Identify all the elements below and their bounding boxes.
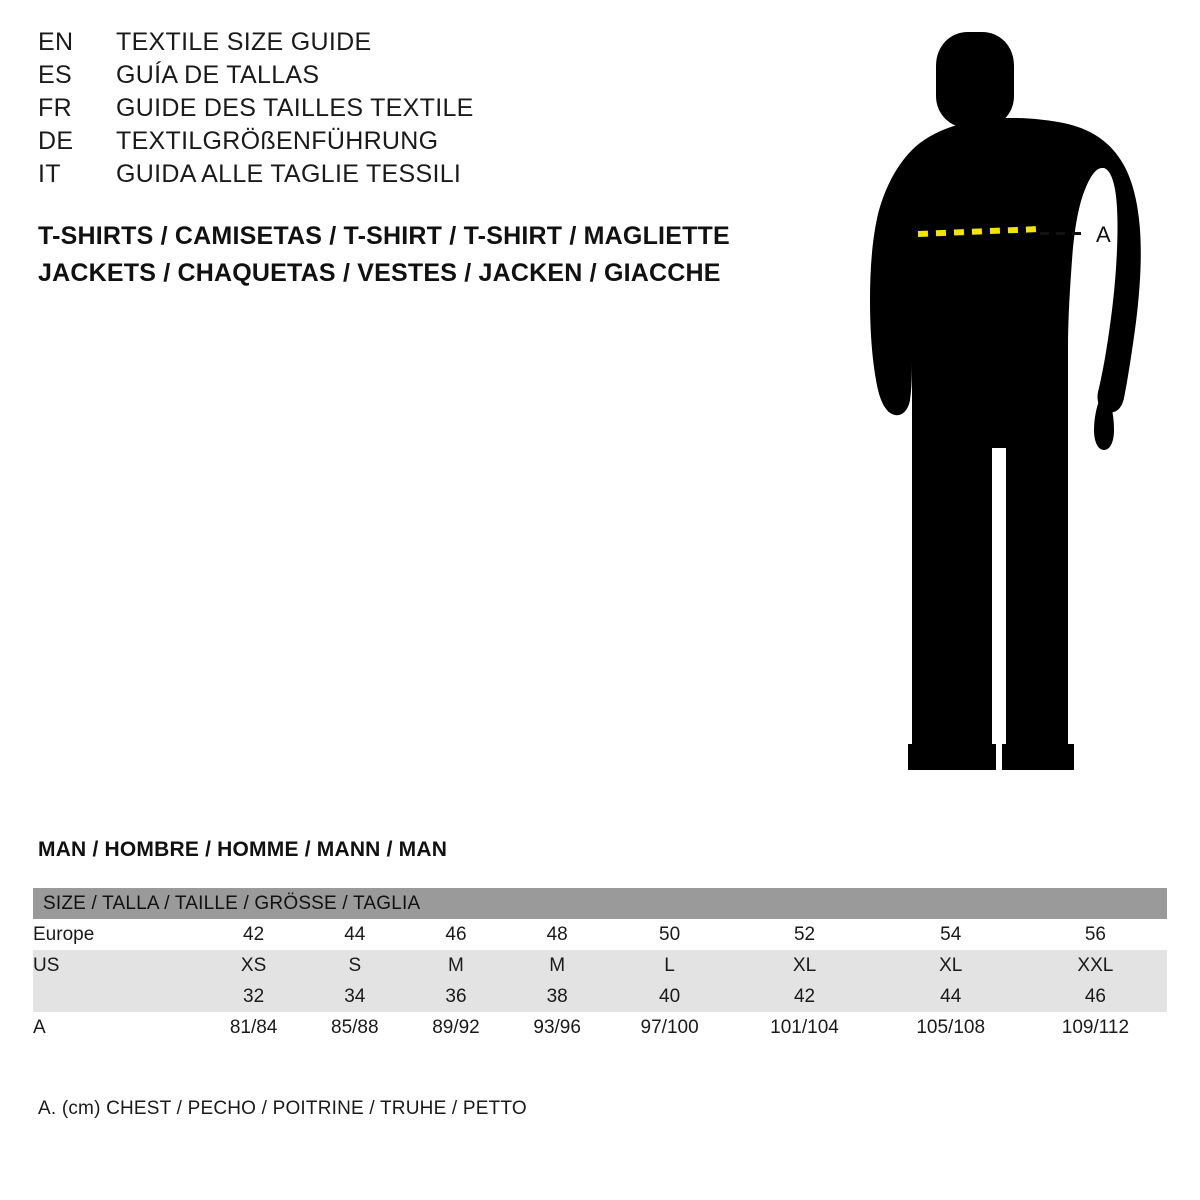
language-row (38, 160, 738, 193)
row-value: 56 (1024, 919, 1167, 950)
row-value: 97/100 (608, 1012, 732, 1043)
row-value: XL (731, 950, 877, 981)
row-value: XL (878, 950, 1024, 981)
row-value: 54 (878, 919, 1024, 950)
row-value: 38 (507, 981, 608, 1012)
row-value: 42 (731, 981, 877, 1012)
table-group-title: MAN / HOMBRE / HOMME / MANN / MAN (38, 838, 448, 861)
row-value: 101/104 (731, 1012, 877, 1043)
row-label: US (33, 950, 203, 981)
row-value: S (304, 950, 405, 981)
language-code: FR (38, 94, 72, 122)
table-header-label: SIZE / TALLA / TAILLE / GRÖSSE / TAGLIA (33, 888, 1167, 919)
row-value: 50 (608, 919, 732, 950)
row-value: 40 (608, 981, 732, 1012)
language-row (38, 28, 738, 61)
row-value: 42 (203, 919, 304, 950)
row-label: A (33, 1012, 203, 1043)
size-table (33, 888, 1167, 1043)
language-title: GUIDA ALLE TAGLIE TESSILI (116, 160, 462, 188)
row-value: M (507, 950, 608, 981)
row-value: 48 (507, 919, 608, 950)
language-row (38, 94, 738, 127)
row-label: Europe (33, 919, 203, 950)
row-label (33, 981, 203, 1012)
row-value: 81/84 (203, 1012, 304, 1043)
language-title: TEXTILGRÖßENFÜHRUNG (116, 127, 439, 155)
language-row (38, 127, 738, 160)
male-silhouette-icon (800, 18, 1200, 788)
row-value: 105/108 (878, 1012, 1024, 1043)
row-value: L (608, 950, 732, 981)
language-code: DE (38, 127, 74, 155)
language-title-list (38, 28, 738, 193)
table-row (33, 919, 1167, 950)
language-title: GUÍA DE TALLAS (116, 61, 320, 89)
row-value: 46 (405, 919, 506, 950)
row-value: 34 (304, 981, 405, 1012)
row-value: M (405, 950, 506, 981)
garment-category-list (38, 218, 838, 292)
language-row (38, 61, 738, 94)
row-value: 46 (1024, 981, 1167, 1012)
table-row (33, 950, 1167, 981)
row-value: 93/96 (507, 1012, 608, 1043)
row-value: 32 (203, 981, 304, 1012)
row-value: 44 (878, 981, 1024, 1012)
row-value: 85/88 (304, 1012, 405, 1043)
row-value: 36 (405, 981, 506, 1012)
category-jackets: JACKETS / CHAQUETAS / VESTES / JACKEN / GIACCHE (38, 259, 721, 287)
table-row (33, 1012, 1167, 1043)
language-code: ES (38, 61, 72, 89)
language-title: TEXTILE SIZE GUIDE (116, 28, 372, 56)
body-silhouette-figure (800, 18, 1200, 788)
row-value: 44 (304, 919, 405, 950)
language-title: GUIDE DES TAILLES TEXTILE (116, 94, 474, 122)
table-footnote: A. (cm) CHEST / PECHO / POITRINE / TRUHE / PETTO (38, 1098, 527, 1119)
measure-label-a: A (1096, 222, 1112, 247)
table-row (33, 981, 1167, 1012)
row-value: XS (203, 950, 304, 981)
table-header-row (33, 888, 1167, 919)
row-value: XXL (1024, 950, 1167, 981)
row-value: 89/92 (405, 1012, 506, 1043)
row-value: 109/112 (1024, 1012, 1167, 1043)
language-code: IT (38, 160, 61, 188)
category-tshirts: T-SHIRTS / CAMISETAS / T-SHIRT / T-SHIRT / MAGLIETTE (38, 222, 730, 250)
language-code: EN (38, 28, 74, 56)
measure-leader-line (1040, 232, 1084, 235)
row-value: 52 (731, 919, 877, 950)
